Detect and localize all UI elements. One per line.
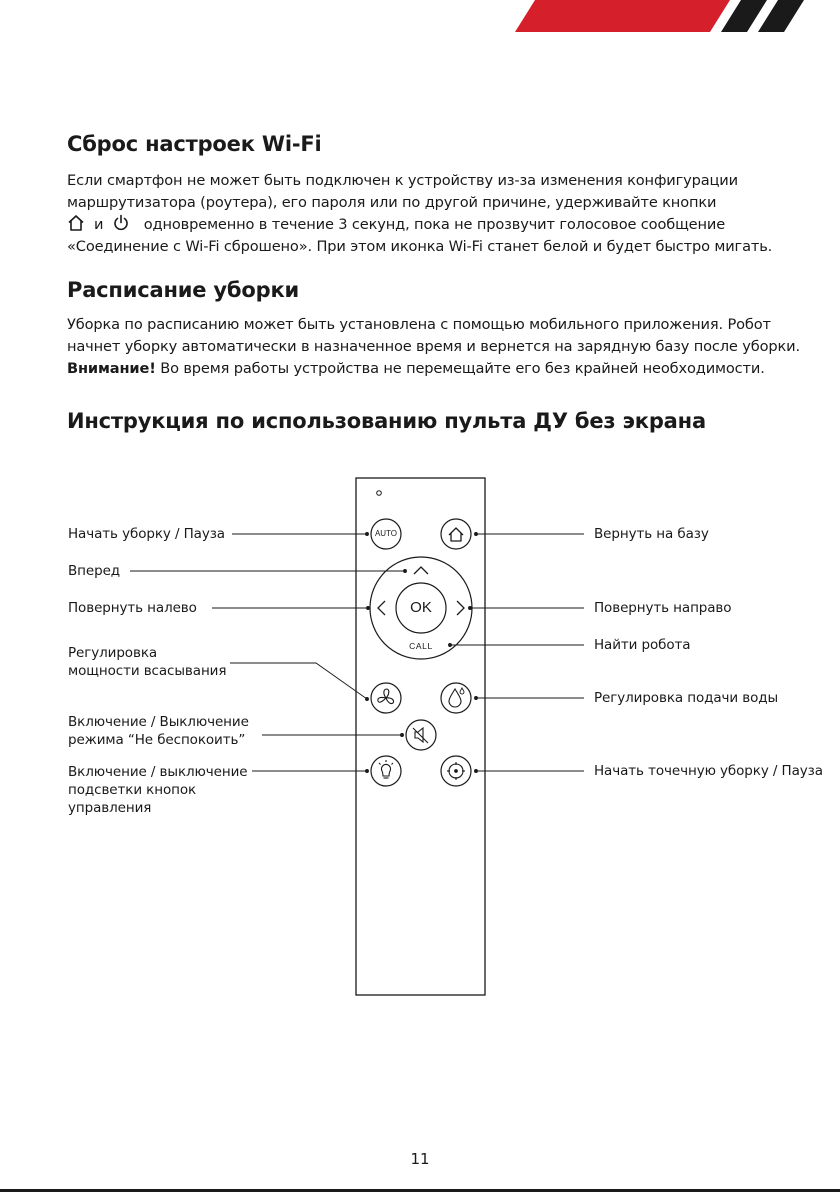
label-dnd-2: режима “Не беспокоить” xyxy=(68,732,246,748)
and-word: и xyxy=(93,216,104,233)
wifi-line-3-rest: одновременно в течение 3 секунд, пока не прозвучит голосовое сообщение xyxy=(143,216,726,233)
label-suction-2: мощности всасывания xyxy=(68,663,227,679)
auto-button-label: AUTO xyxy=(374,529,398,538)
label-light-2: подсветки кнопок xyxy=(68,782,197,798)
ok-button-label: OK xyxy=(410,599,432,616)
label-turn-right: Повернуть направо xyxy=(594,600,732,616)
label-forward: Вперед xyxy=(68,563,121,579)
wifi-line-1: Если смартфон не может быть подключен к устройству из-за изменения конфигурации xyxy=(67,172,738,189)
label-turn-left: Повернуть налево xyxy=(68,600,197,616)
label-light-3: управления xyxy=(68,800,152,816)
label-home: Вернуть на базу xyxy=(594,526,709,542)
wifi-line-2: маршрутизатора (роутера), его пароля или по другой причине, удерживайте кнопки xyxy=(67,194,717,211)
call-button-label: CALL xyxy=(409,641,433,651)
remote-body xyxy=(356,478,485,995)
remote-instructions-title: Инструкция по использованию пульта ДУ без экрана xyxy=(67,409,706,433)
wifi-reset-title: Сброс настроек Wi-Fi xyxy=(67,132,322,156)
label-dnd-1: Включение / Выключение xyxy=(68,714,249,730)
schedule-title: Расписание уборки xyxy=(67,278,300,302)
warning-label: Внимание! xyxy=(67,360,156,377)
schedule-line-1: Уборка по расписанию может быть установлена с помощью мобильного приложения. Робот xyxy=(67,316,771,333)
wifi-line-4: «Соединение с Wi-Fi сброшено». При этом иконка Wi-Fi станет белой и будет быстро мигать. xyxy=(67,238,773,255)
label-light-1: Включение / выключение xyxy=(68,764,248,780)
schedule-line-2: начнет уборку автоматически в назначенное время и вернется на зарядную базу после уборки. xyxy=(67,338,800,355)
label-suction-1: Регулировка xyxy=(68,645,158,661)
label-spot: Начать точечную уборку / Пауза xyxy=(594,763,823,779)
label-find: Найти робота xyxy=(594,637,691,653)
label-water: Регулировка подачи воды xyxy=(594,690,779,706)
warning-text: Во время работы устройства не перемещайте его без крайней необходимости. xyxy=(155,360,765,377)
label-start-pause: Начать уборку / Пауза xyxy=(68,526,225,542)
leader-suction xyxy=(230,663,367,699)
page-number: 11 xyxy=(410,1150,430,1168)
